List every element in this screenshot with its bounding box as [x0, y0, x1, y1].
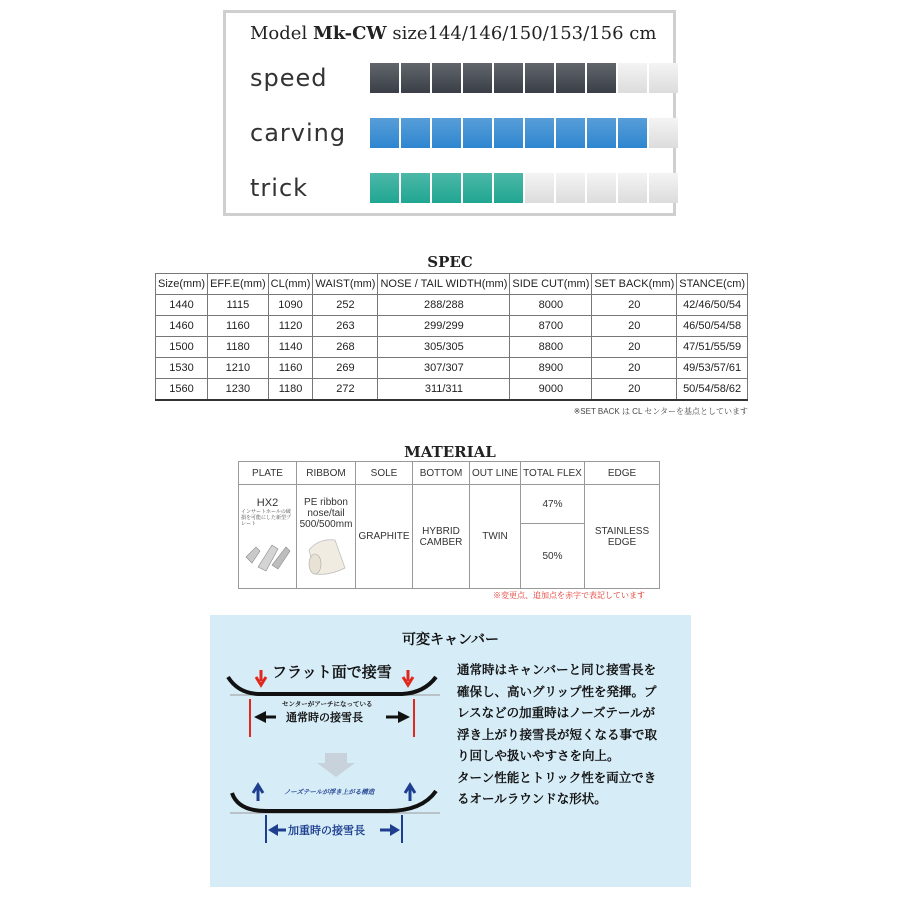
ribbon-text: PE ribbon nose/tail 500/500mm	[299, 497, 353, 530]
spec-header-cell: WAIST(mm)	[313, 274, 378, 295]
spec-cell: 50/54/58/62	[677, 379, 748, 401]
spec-row	[156, 295, 748, 316]
rating-segment-empty	[618, 63, 647, 93]
rating-segment-filled	[525, 118, 554, 148]
spec-cell: 1210	[208, 358, 269, 379]
spec-header-cell: CL(mm)	[268, 274, 313, 295]
model-line	[250, 23, 656, 44]
rating-segment-empty	[587, 173, 616, 203]
material-header-cell: RIBBOM	[297, 462, 356, 485]
rating-segment-filled	[401, 118, 430, 148]
spec-body	[156, 295, 748, 401]
camber-diagram	[210, 615, 450, 887]
model-sizes: size144/146/150/153/156 cm	[392, 23, 657, 44]
spec-cell: 268	[313, 337, 378, 358]
rating-bar-speed	[370, 63, 678, 93]
rating-segment-empty	[649, 63, 678, 93]
arrow-down-right-icon	[403, 670, 413, 685]
material-header-cell: TOTAL FLEX	[521, 462, 585, 485]
rating-segment-empty	[649, 118, 678, 148]
rating-segment-filled	[401, 173, 430, 203]
rating-segment-empty	[618, 173, 647, 203]
rating-segment-empty	[525, 173, 554, 203]
spec-cell: 1500	[156, 337, 208, 358]
transition-arrow-icon	[317, 753, 355, 777]
spec-cell: 1180	[208, 337, 269, 358]
normal-length-label: 通常時の接雪長	[286, 711, 363, 724]
arch-label: センターがアーチになっている	[282, 700, 373, 708]
flex-top-cell: 47%	[521, 485, 585, 524]
edge-cell: STAINLESS EDGE	[585, 485, 660, 589]
spec-cell: 1460	[156, 316, 208, 337]
rating-segment-filled	[587, 63, 616, 93]
rating-segment-filled	[556, 118, 585, 148]
outline-cell: TWIN	[470, 485, 521, 589]
spec-cell: 8700	[510, 316, 592, 337]
spec-cell: 9000	[510, 379, 592, 401]
model-name: Mk-CW	[312, 23, 387, 44]
spec-cell: 263	[313, 316, 378, 337]
rating-segment-filled	[556, 63, 585, 93]
spec-cell: 1180	[268, 379, 313, 401]
spec-cell: 272	[313, 379, 378, 401]
material-header-cell: SOLE	[356, 462, 413, 485]
flat-label: フラット面で接雪	[272, 663, 392, 681]
spec-cell: 47/51/55/59	[677, 337, 748, 358]
plate-image	[242, 527, 294, 575]
camber-desc-line: 通常時はキャンバーと同じ接雪長を	[457, 662, 657, 677]
rating-segment-filled	[463, 118, 492, 148]
spec-cell: 20	[592, 295, 677, 316]
arrow-up-left-icon	[253, 785, 263, 801]
rating-segment-filled	[370, 63, 399, 93]
spec-row	[156, 337, 748, 358]
spec-header-cell: STANCE(cm)	[677, 274, 748, 295]
spec-cell: 8900	[510, 358, 592, 379]
bottom-cell: HYBRID CAMBER	[413, 485, 470, 589]
spec-cell: 252	[313, 295, 378, 316]
rating-segment-filled	[370, 173, 399, 203]
spec-cell: 1230	[208, 379, 269, 401]
spec-cell: 42/46/50/54	[677, 295, 748, 316]
spec-cell: 299/299	[378, 316, 510, 337]
ribbon-image	[301, 530, 351, 582]
material-title: MATERIAL	[404, 443, 496, 461]
spec-row	[156, 316, 748, 337]
spec-cell: 1440	[156, 295, 208, 316]
spec-cell: 49/53/57/61	[677, 358, 748, 379]
arrow-down-left-icon	[256, 670, 266, 685]
material-header-cell: EDGE	[585, 462, 660, 485]
rating-segment-filled	[370, 118, 399, 148]
spec-cell: 20	[592, 358, 677, 379]
rating-segment-filled	[618, 118, 647, 148]
spec-header-cell: Size(mm)	[156, 274, 208, 295]
camber-title: 可変キャンバー	[401, 632, 500, 648]
rating-segment-filled	[432, 63, 461, 93]
rating-panel	[223, 10, 676, 216]
spec-header-cell: SIDE CUT(mm)	[510, 274, 592, 295]
spec-cell: 1530	[156, 358, 208, 379]
spec-cell: 20	[592, 379, 677, 401]
spec-cell: 307/307	[378, 358, 510, 379]
spec-cell: 1120	[268, 316, 313, 337]
spec-cell: 305/305	[378, 337, 510, 358]
spec-cell: 288/288	[378, 295, 510, 316]
rating-segment-filled	[494, 118, 523, 148]
rating-segment-filled	[463, 63, 492, 93]
rating-segment-empty	[649, 173, 678, 203]
ribbon-cell	[297, 485, 356, 589]
camber-panel	[210, 615, 691, 887]
spec-header-cell: SET BACK(mm)	[592, 274, 677, 295]
spec-cell: 1560	[156, 379, 208, 401]
spec-cell: 46/50/54/58	[677, 316, 748, 337]
model-prefix: Model	[250, 23, 308, 44]
plate-name: HX2	[256, 497, 279, 509]
rating-segment-filled	[494, 63, 523, 93]
spec-cell: 1140	[268, 337, 313, 358]
rating-label: trick	[250, 174, 309, 202]
spec-cell: 8000	[510, 295, 592, 316]
arrow-up-right-icon	[405, 785, 415, 801]
spec-cell: 1115	[208, 295, 269, 316]
spec-cell: 1160	[268, 358, 313, 379]
spec-row	[156, 379, 748, 401]
flex-bottom-cell: 50%	[521, 524, 585, 589]
rating-segment-filled	[401, 63, 430, 93]
rating-segment-filled	[525, 63, 554, 93]
material-note: ※変更点、追加点を赤字で表記しています	[493, 591, 645, 600]
spec-cell: 269	[313, 358, 378, 379]
lift-label: ノーズテールが浮き上がる構造	[284, 788, 375, 796]
plate-note: インサートホールの破損を可能にした新型プレート	[241, 509, 292, 527]
rating-segment-empty	[556, 173, 585, 203]
spec-cell: 1160	[208, 316, 269, 337]
camber-desc-line: ターン性能とトリック性を両立でき	[457, 769, 657, 785]
material-header-cell: BOTTOM	[413, 462, 470, 485]
material-header-row	[239, 462, 660, 485]
sole-cell: GRAPHITE	[356, 485, 413, 589]
spec-header-cell: EFF.E(mm)	[208, 274, 269, 295]
spec-header-cell: NOSE / TAIL WIDTH(mm)	[378, 274, 510, 295]
rating-segment-filled	[432, 173, 461, 203]
spec-header-row	[156, 274, 748, 295]
spec-cell: 20	[592, 337, 677, 358]
camber-desc-line: り回しや扱いやすさを向上。	[457, 748, 620, 763]
spec-table	[155, 273, 748, 401]
spec-cell: 311/311	[378, 379, 510, 401]
spec-cell: 20	[592, 316, 677, 337]
camber-desc-line: 確保し、高いグリップ性を発揮。プ	[457, 683, 657, 699]
spec-row	[156, 358, 748, 379]
camber-description	[457, 659, 683, 810]
rating-segment-filled	[432, 118, 461, 148]
camber-desc-line: 浮き上がり接雪長が短くなる事で取	[457, 726, 658, 742]
camber-desc-line: レスなどの加重時はノーズテールが	[457, 705, 656, 720]
spec-cell: 1090	[268, 295, 313, 316]
rating-label: speed	[250, 64, 328, 92]
loaded-length-label: 加重時の接雪長	[288, 824, 365, 837]
spec-cell: 8800	[510, 337, 592, 358]
camber-desc-line: るオールラウンドな形状。	[457, 791, 607, 806]
rating-segment-filled	[494, 173, 523, 203]
spec-note: ※SET BACK は CL センターを基点としています	[573, 407, 748, 416]
rating-segment-filled	[463, 173, 492, 203]
spec-title: SPEC	[427, 253, 473, 271]
plate-cell	[239, 485, 297, 589]
rating-bar-carving	[370, 118, 678, 148]
rating-bar-trick	[370, 173, 678, 203]
rating-label: carving	[250, 119, 347, 147]
rating-segment-filled	[587, 118, 616, 148]
material-header-cell: PLATE	[239, 462, 297, 485]
material-table	[238, 461, 660, 589]
material-header-cell: OUT LINE	[470, 462, 521, 485]
material-row	[239, 485, 660, 524]
